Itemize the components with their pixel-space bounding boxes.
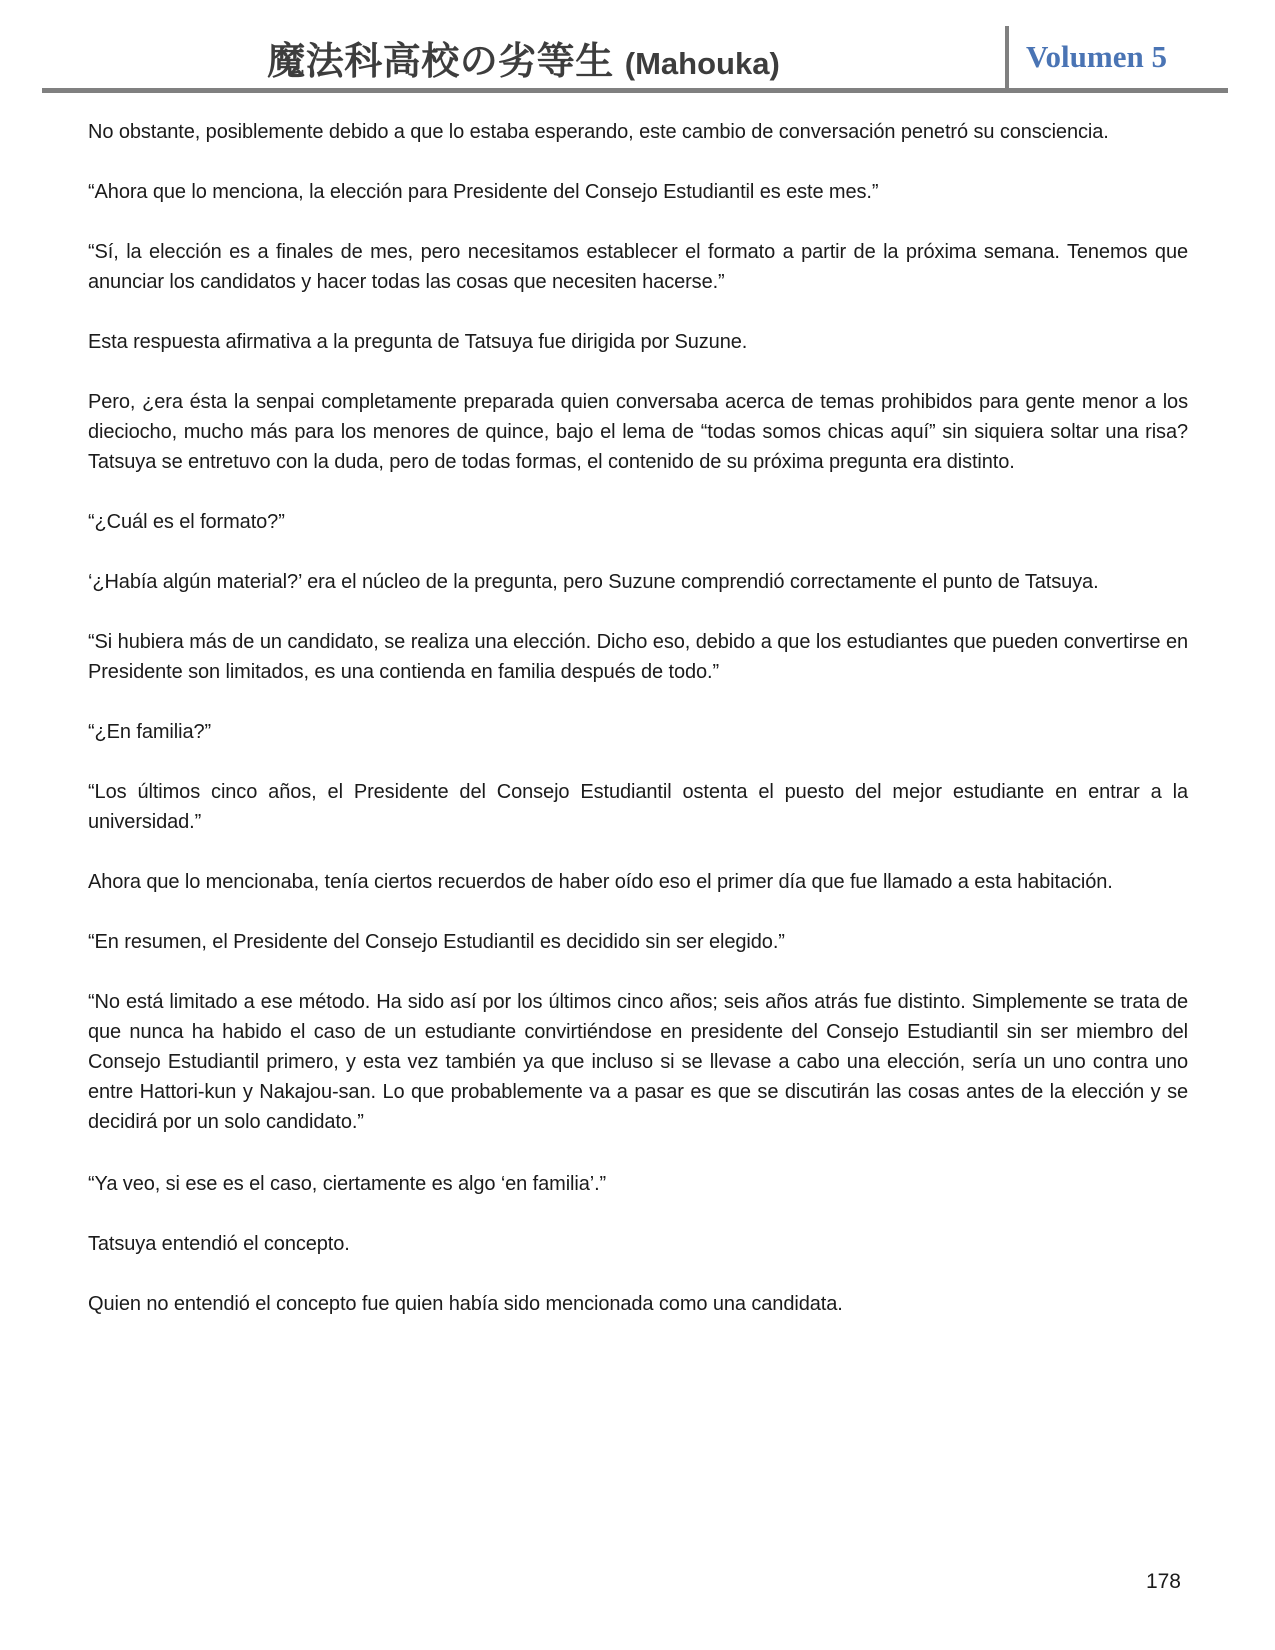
header-volume-cell (1009, 26, 1228, 88)
paragraph: “Ya veo, si ese es el caso, ciertamente es algo ‘en familia’.” (88, 1173, 607, 1195)
volume-label: Volumen 5 (1026, 39, 1167, 74)
paragraph: “Ahora que lo menciona, la elección para Presidente del Consejo Estudiantil es este mes.” (88, 181, 879, 203)
page-body (88, 117, 1188, 1319)
paragraph: “¿En familia?” (88, 721, 212, 743)
paragraph: Esta respuesta afirmativa a la pregunta de Tatsuya fue dirigida por Suzune. (88, 331, 748, 353)
header-rule (42, 88, 1228, 93)
page-number: 178 (1145, 1570, 1181, 1593)
paragraph: Pero, ¿era ésta la senpai completamente preparada quien conversaba acerca de temas prohibidos para gente menor a los dieciocho, mucho más para los menores de quince, bajo el lema de “todas somos chicas aquí” sin siquiera soltar una risa? Tatsuya se entretuvo con la duda, pero de todas formas, el contenido de su próxima pregunta era distinto. (88, 391, 1188, 473)
paragraph: Quien no entendió el concepto fue quien había sido mencionada como una candidata. (88, 1293, 843, 1315)
paragraph: “Los últimos cinco años, el Presidente del Consejo Estudiantil ostenta el puesto del mejor estudiante en entrar a la universidad.” (88, 781, 1188, 833)
paragraph: “¿Cuál es el formato?” (88, 511, 285, 533)
paragraph: “Si hubiera más de un candidato, se realiza una elección. Dicho eso, debido a que los estudiantes que pueden convertirse en Presidente son limitados, es una contienda en familia después de todo.” (88, 631, 1188, 683)
book-title (267, 30, 780, 85)
book-title-japanese: 魔法科高校の劣等生 (267, 40, 614, 83)
paragraph: No obstante, posiblemente debido a que lo estaba esperando, este cambio de conversación penetró su consciencia. (88, 121, 1109, 143)
header-title-cell (42, 26, 1005, 88)
paragraph: “En resumen, el Presidente del Consejo Estudiantil es decidido sin ser elegido.” (88, 931, 785, 953)
paragraph: Tatsuya entendió el concepto. (88, 1233, 350, 1255)
paragraph: ‘¿Había algún material?’ era el núcleo de la pregunta, pero Suzune comprendió correctamente el punto de Tatsuya. (88, 571, 1099, 593)
page-header (42, 26, 1228, 88)
paragraph: Ahora que lo mencionaba, tenía ciertos recuerdos de haber oído eso el primer día que fue llamado a esta habitación. (88, 871, 1113, 893)
book-title-latin: (Mahouka) (624, 45, 780, 81)
paragraph: “Sí, la elección es a finales de mes, pero necesitamos establecer el formato a partir de la próxima semana. Tenemos que anunciar los candidatos y hacer todas las cosas que necesiten hacerse.” (88, 241, 1188, 293)
paragraph: “No está limitado a ese método. Ha sido así por los últimos cinco años; seis años atrás fue distinto. Simplemente se trata de que nunca ha habido el caso de un estudiante convirtiéndose en presidente del Consejo Estudiantil sin ser miembro del Consejo Estudiantil primero, y esta vez también ya que incluso si se llevase a cabo una elección, sería un uno contra uno entre Hattori-kun y Nakajou-san. Lo que probablemente va a pasar es que se discutirán las cosas antes de la elección y se decidirá por un solo candidato.” (88, 991, 1188, 1133)
